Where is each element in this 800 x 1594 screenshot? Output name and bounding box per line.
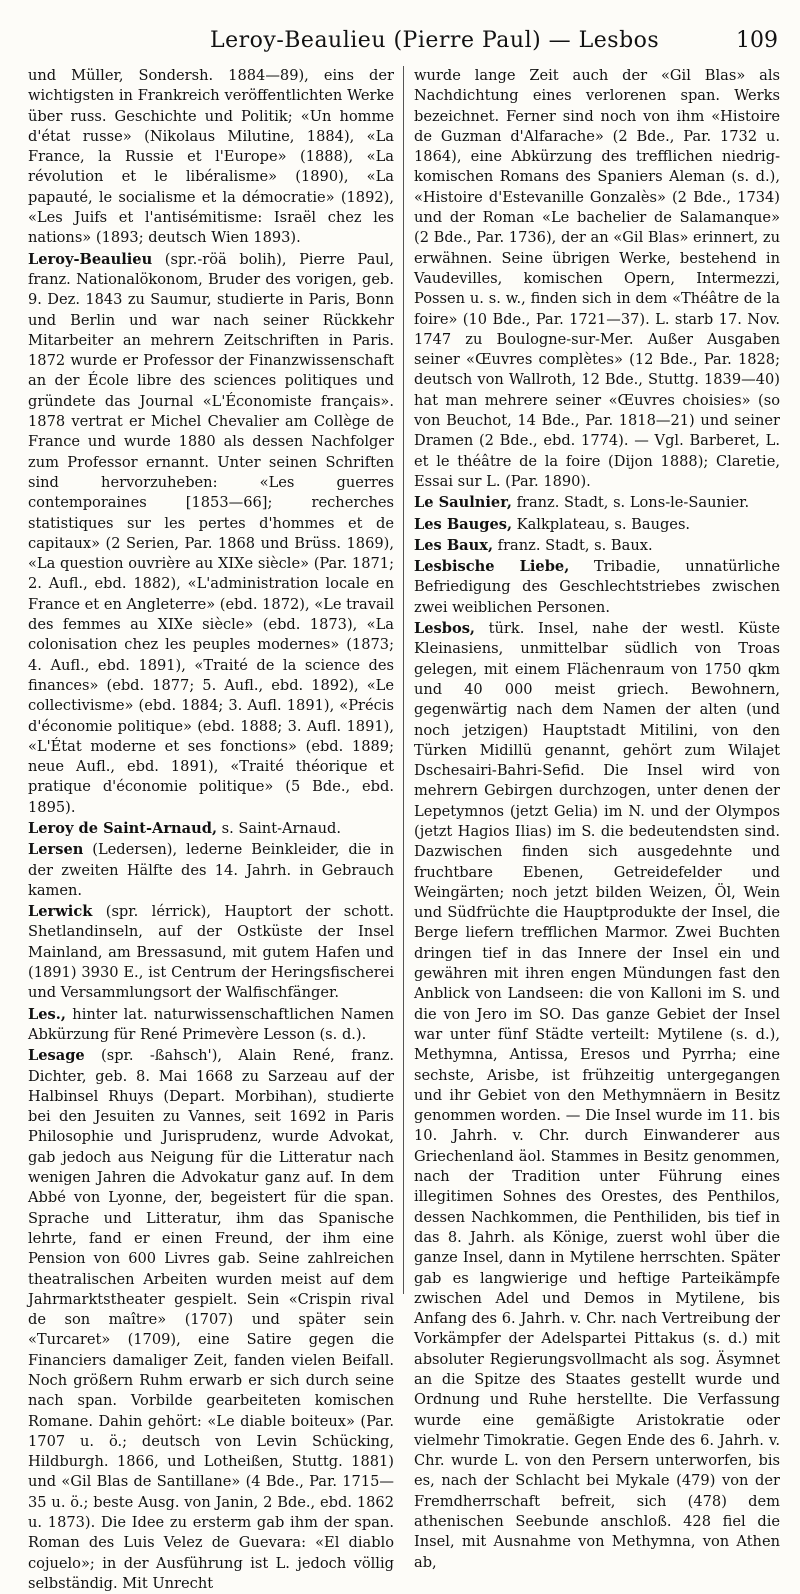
- page-number: 109: [736, 28, 778, 53]
- entry-text: (spr. lérrick), Hauptort der schott. Shetlandinseln, auf der Ostküste der Insel Mainland, am Bressasund, mit gutem Hafen und (1891) 3930 E., ist Centrum der Heringsfischerei und Versammlungsort der Walfischfänger.: [28, 903, 394, 1002]
- headword: Les.,: [28, 1005, 66, 1023]
- entry-leroy-beaulieu: [28, 250, 394, 818]
- headword: Les Baux,: [414, 536, 494, 554]
- entry-lerwick: [28, 902, 394, 1003]
- right-column: [414, 66, 780, 1571]
- entry-lesbos: [414, 619, 780, 1573]
- headword: Le Saulnier,: [414, 494, 512, 512]
- column-divider: [403, 66, 404, 1294]
- entry-text: (spr. -ßahsch'), Alain René, franz. Dichter, geb. 8. Mai 1668 zu Sarzeau auf der Halbinsel Rhuys (Depart. Morbihan), studierte bei den Jesuiten zu Vannes, seit 1692 in Paris Philosophie und Jurisprudenz, wurde Advokat, gab jedoch aus Neigung für die Litteratur nach wenigen Jahren die Advokatur ganz auf. In dem Abbé von Lyonne, der, begeistert für die span. Sprache und Litteratur, ihm das Spanische lehrte, fand er einen Freund, der ihm eine Pension von 600 Livres gab. Seine zahlreichen theatralischen Arbeiten wurden meist auf dem Jahrmarktstheater gespielt. Sein «Crispin rival de son maître» (1707) und später sein «Turcaret» (1709), eine Satire gegen die Financiers damaliger Zeit, fanden vielen Beifall. Noch größern Ruhm erwarb er sich durch seine nach span. Vorbilde gearbeiteten komischen Romane. Dahin gehört: «Le diable boiteux» (Par. 1707 u. ö.; deutsch von Levin Schücking, Hildburgh. 1866, und Lotheißen, Stuttg. 1881) und «Gil Blas de Santillane» (4 Bde., Par. 1715—35 u. ö.; beste Ausg. von Janin, 2 Bde., ebd. 1862 u. 1873). Die Idee zu ersterm gab ihm der span. Roman des Luis Velez de Guevara: «El diablo cojuelo»; in der Ausführung ist L. jedoch völlig selbständig. Mit Unrecht: [28, 1047, 394, 1592]
- running-head: Leroy-Beaulieu (Pierre Paul) — Lesbos: [210, 28, 660, 53]
- left-column: [28, 66, 394, 1592]
- entry-text: franz. Stadt, s. Baux.: [493, 536, 653, 554]
- entry-text: s. Saint-Arnaud.: [217, 819, 341, 837]
- entry-text: Kalkplateau, s. Bauges.: [512, 515, 691, 533]
- entry-text: türk. Insel, nahe der westl. Küste Kleinasiens, unmittelbar südlich von Troas gelegen, mit einem Flächenraum von 1750 qkm und 40 000 meist griech. Bewohnern, gegenwärtig nach dem Namen der alten (und noch jetzigen) Hauptstadt Mitilini, von den Türken Midillü genannt, gehört zum Wilajet Dschesairi-Bahri-Sefid. Die Insel wird von mehrern Gebirgen durchzogen, unter denen der Lepetymnos (jetzt Gelia) im N. und der Olympos (jetzt Hagios Ilias) im S. die bedeutendsten sind. Dazwischen finden sich ausgedehnte und fruchtbare Ebenen, Getreidefelder und Weingärten; noch jetzt bilden Weizen, Öl, Wein und Südfrüchte die Hauptprodukte der Insel, die Berge liefern trefflichen Marmor. Zwei Buchten dringen tief in das Innere der Insel ein und gewähren mit ihren engen Mündungen fast den Anblick von Landseen: die von Kalloni im S. und die von Jero im SO. Das ganze Gebiet der Insel war unter fünf Städte verteilt: Mytilene (s. d.), Methymna, Antissa, Eresos und Pyrrha; eine sechste, Arisbe, ist frühzeitig untergegangen und ihr Gebiet von den Methymnäern in Besitz genommen worden. — Die Insel wurde im 11. bis 10. Jahrh. v. Chr. durch Einwanderer aus Griechenland äol. Stammes in Besitz genommen, nach der Tradition unter Führung eines illegitimen Sohnes des Orestes, des Penthilos, dessen Nachkommen, die Penthiliden, bis tief in das 8. Jahrh. als Könige, zuerst wohl über die ganze Insel, dann in Mytilene herrschten. Später gab es langwierige und heftige Parteikämpfe zwischen Adel und Demos in Mytilene, bis Anfang des 6. Jahrh. v. Chr. nach Vertreibung der Vorkämpfer der Adelspartei Pittakus (s. d.) mit absoluter Regierungsvollmacht als sog. Äsymnet an die Spitze des Staates gestellt wurde und Ordnung und Ruhe herstellte. Die Verfassung wurde eine gemäßigte Aristokratie oder vielmehr Timokratie. Gegen Ende des 6. Jahrh. v. Chr. wurde L. von den Persern unterworfen, bis es, nach der Schlacht bei Mykale (479) von der Fremdherrschaft befreit, sich (478) dem athenischen Seebunde anschloß. 428 fiel die Insel, mit Ausnahme von Methymna, von Athen ab,: [414, 620, 780, 1571]
- entry-text: franz. Stadt, s. Lons-le-Saunier.: [511, 494, 750, 512]
- headword: Leroy-Beaulieu: [28, 250, 153, 268]
- entry-continuation: [414, 66, 780, 492]
- headword: Lesage: [28, 1047, 85, 1065]
- page-header: [0, 20, 800, 64]
- entry-les: [28, 1005, 394, 1046]
- headword: Lesbische Liebe,: [414, 558, 570, 576]
- entry-text: (spr.-röä bolih), Pierre Paul, franz. Nationalökonom, Bruder des vorigen, geb. 9. Dez. 1843 zu Saumur, studierte in Paris, Bonn und Berlin und war nach seiner Rückkehr Mitarbeiter an mehrern Zeitschriften in Paris. 1872 wurde er Professor der Finanzwissenschaft an der École libre des sciences politiques und gründete das Journal «L'Économiste français». 1878 vertrat er Michel Chevalier am Collège de France und wurde 1880 als dessen Nachfolger zum Professor ernannt. Unter seinen Schriften sind hervorzuheben: «Les guerres contemporaines [1853—66]; recherches statistiques sur les pertes d'hommes et de capitaux» (2 Serien, Par. 1868 und Brüss. 1869), «La question ouvrière au XIXe siècle» (Par. 1871; 2. Aufl., ebd. 1882), «L'administration locale en France et en Angleterre» (ebd. 1872), «Le travail des femmes au XIXe siècle» (ebd. 1873), «La colonisation chez les peuples modernes» (1873; 4. Aufl., ebd. 1891), «Traité de la science des finances» (ebd. 1877; 5. Aufl., ebd. 1892), «Le collectivisme» (ebd. 1884; 3. Aufl. 1891), «Précis d'économie politique» (ebd. 1888; 3. Aufl. 1891), «L'État moderne et ses fonctions» (ebd. 1889; neue Aufl., ebd. 1891), «Traité théorique et pratique d'économie politique» (5 Bde., ebd. 1895).: [28, 250, 394, 816]
- entry-les-baux: [414, 536, 780, 556]
- entry-lesage: [28, 1046, 394, 1594]
- headword: Leroy de Saint-Arnaud,: [28, 819, 218, 837]
- entry-text: hinter lat. naturwissenschaftlichen Namen Abkürzung für René Primevère Lesson (s. d.).: [28, 1005, 394, 1043]
- entry-leroy-de-saint-arnaud: [28, 819, 394, 839]
- entry-continuation: [28, 66, 394, 249]
- entry-text: (Ledersen), lederne Beinkleider, die in der zweiten Hälfte des 14. Jahrh. in Gebrauch kamen.: [28, 841, 394, 899]
- headword: Lersen: [28, 841, 84, 859]
- entry-text: wurde lange Zeit auch der «Gil Blas» als Nachdichtung eines verlorenen span. Werks bezeichnet. Ferner sind noch von ihm «Histoire de Guzman d'Alfarache» (2 Bde., Par. 1732 u. 1864), eine Abkürzung des trefflichen niedrig-komischen Romans des Spaniers Aleman (s. d.), «Histoire d'Estevanille Gonzalès» (2 Bde., 1734) und der Roman «Le bachelier de Salamanque» (2 Bde., Par. 1736), der an «Gil Blas» erinnert, zu erwähnen. Seine übrigen Werke, bestehend in Vaudevilles, komischen Opern, Intermezzi, Possen u. s. w., finden sich in dem «Théâtre de la foire» (10 Bde., Par. 1721—37). L. starb 17. Nov. 1747 zu Boulogne-sur-Mer. Außer Ausgaben seiner «Œuvres complètes» (12 Bde., Par. 1828; deutsch von Wallroth, 12 Bde., Stuttg. 1839—40) hat man mehrere seiner «Œuvres choisies» (so von Beuchot, 14 Bde., Par. 1818—21) und seiner Dramen (2 Bde., ebd. 1774). — Vgl. Barberet, L. et le théâtre de la foire (Dijon 1888); Claretie, Essai sur L. (Par. 1890).: [414, 67, 780, 490]
- headword: Les Bauges,: [414, 515, 513, 533]
- entry-les-bauges: [414, 515, 780, 535]
- headword: Lerwick: [28, 903, 93, 921]
- entry-lersen: [28, 840, 394, 901]
- two-column-body: [28, 66, 780, 1592]
- entry-text: Tribadie, unnatürliche Befriedigung des Geschlechtstriebes zwischen zwei weiblichen Personen.: [414, 558, 780, 616]
- entry-text: und Müller, Sondersh. 1884—89), eins der wichtigsten in Frankreich veröffentlichten Werke über russ. Geschichte und Politik; «Un homme d'état russe» (Nikolaus Milutine, 1884), «La France, la Russie et l'Europe» (1888), «La révolution et le libéralisme» (1890), «La papauté, le socialisme et la démocratie» (1892), «Les Juifs et l'antisémitisme: Israël chez les nations» (1893; deutsch Wien 1893).: [28, 67, 394, 247]
- headword: Lesbos,: [414, 620, 475, 638]
- entry-lesbische-liebe: [414, 557, 780, 618]
- entry-le-saulnier: [414, 493, 780, 513]
